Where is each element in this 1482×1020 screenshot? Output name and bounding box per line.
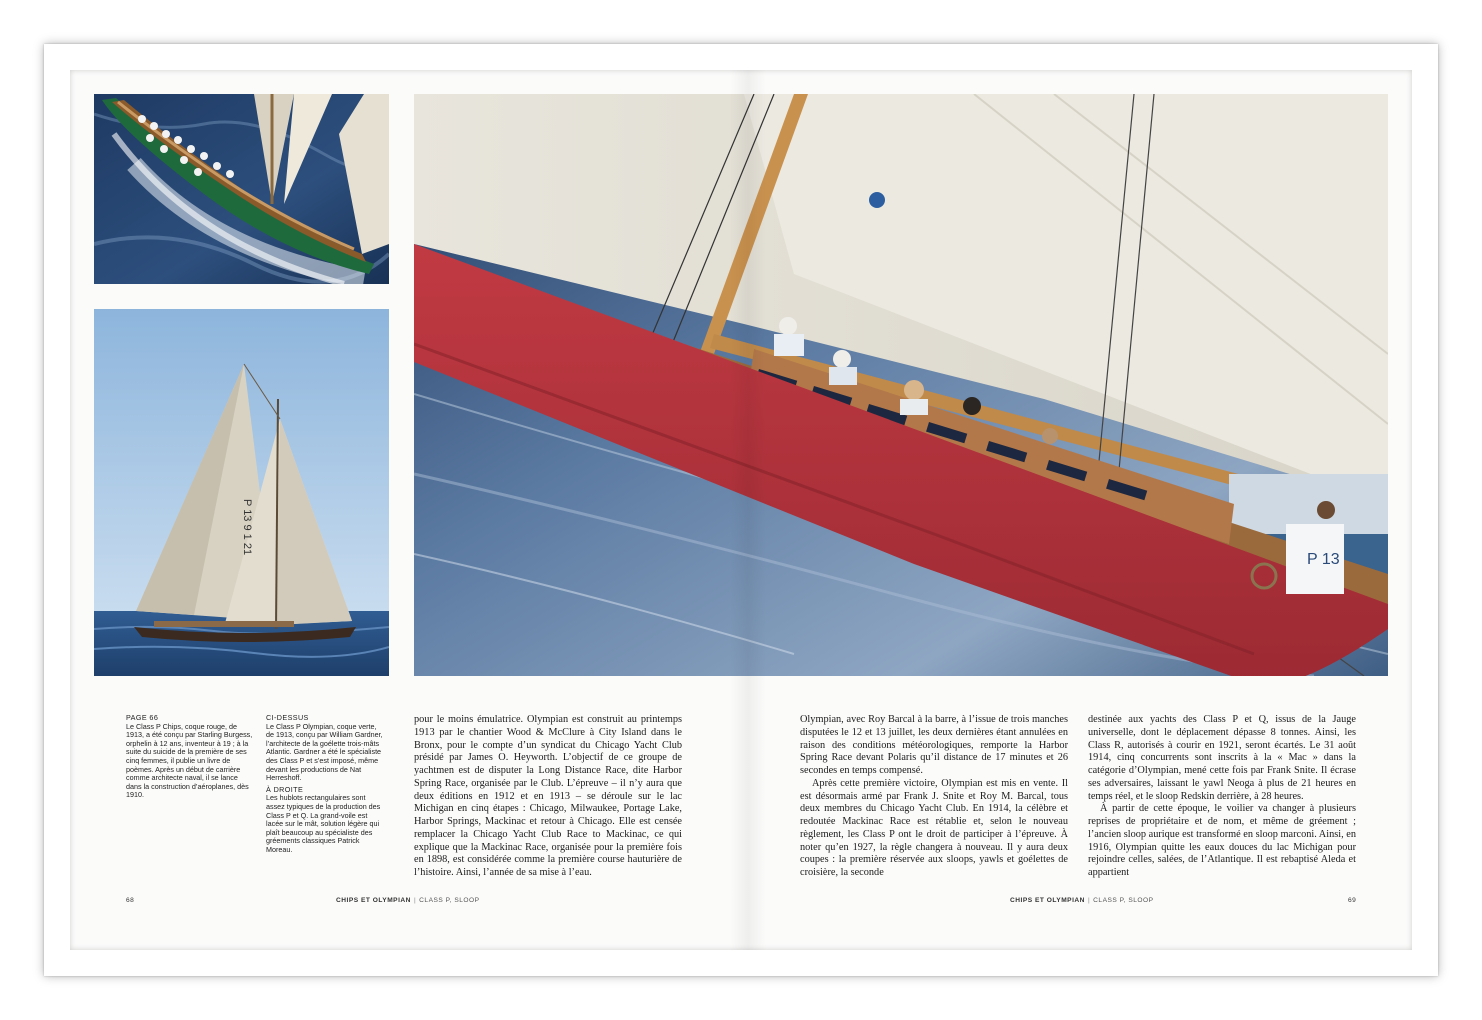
caption-text: Le Class P Chips, coque rouge, de 1913, a été conçu par Starling Burgess, orphelin à 12 ans, inventeur à 19 ; à la suite du suicide de la première de ses cinq femmes, il publie un livre de poèmes. Après un début de carrière comme architecte naval, il se lance dans la construction d’aéroplanes, dès 1910. — [126, 721, 253, 800]
photo-chips-sailing — [94, 309, 389, 676]
magazine-spread — [70, 70, 1412, 950]
body-paragraph: destinée aux yachts des Class P et Q, issus de la Jauge universelle, dont le déplacement dépasse 8 tonnes. Ainsi, les Class R, autorisés à courir en 1921, seront écartés. Le 31 août 1914, cinq concurrents sont inscrits à la « Mac » dans la catégorie d’Olympian, mené cette fois par Frank Snite. Il écrase ses adversaires, laissant le yawl Neoga à plus de 21 heures en temps réel, et le sloop Redskin derrière, à 28 heures. — [1088, 714, 1356, 802]
body-paragraph: pour le moins émulatrice. Olympian est construit au printemps 1913 par le chantier Wood & McClure à City Island dans le Bronx, pour le compte d’un syndicat du Chicago Yacht Club présidé par James O. Heyworth. L’objectif de ce groupe de yachtmen est de disputer la Long Distance Race, dite Harbor Spring Race, organisée par le Club. L’épreuve – il n’y aura que deux éditions en 1912 et en 1913 – se déroule sur le lac Michigan en cinq étapes : Chicago, Milwaukee, Portage Lake, Harbor Springs, Mackinac et retour à Chicago. Elle est censée remplacer la Chicago Yacht Club Race to Mackinac, ce qui explique que la Mackinac Race, organisée pour la première fois en 1898, est considérée comme la première course hauturière de l’histoire. Ainsi, l’année de sa mise à l’eau. — [414, 714, 682, 878]
caption-chips — [126, 714, 254, 800]
caption-text: Le Class P Olympian, coque verte, de 1913, conçu par William Gardner, l’architecte de la goélette trois-mâts Atlantic. Gardner a été le spécialiste des Class P et s’est imposé, même devant les productions de Nat Herreshoff. — [266, 721, 383, 783]
caption-label: PAGE 66 — [126, 713, 159, 722]
caption-olympian — [266, 714, 384, 855]
body-paragraph: Olympian, avec Roy Barcal à la barre, à l’issue de trois manches disputées le 12 et 13 juillet, les deux dernières étant annulées en raison des conditions météorologiques, remporte la Harbor Spring Race devant Polaris qu’il distance de 17 minutes et 26 secondes en temps compensé. — [800, 714, 1068, 776]
sloop-sailing-image — [94, 309, 389, 676]
running-subtitle: CLASS P, SLOOP — [1093, 897, 1154, 904]
body-column-2 — [800, 714, 1068, 880]
sail-number-mark: P 13 9 1 21 — [241, 499, 253, 556]
caption-text-2: Les hublots rectangulaires sont assez typiques de la production des Class P et Q. La grand-voile est lacée sur le mât, solution légère qui plaît beaucoup au spécialiste des gréements classiques Patrick Moreau. — [266, 793, 381, 854]
photo-chips-deck — [414, 94, 1388, 676]
body-column-1 — [414, 714, 682, 880]
body-column-3 — [1088, 714, 1356, 880]
caption-label: CI-DESSUS — [266, 713, 309, 722]
print-frame — [44, 44, 1438, 976]
red-hull-image — [414, 94, 1388, 676]
shirt-mark: P 13 — [1307, 551, 1340, 568]
photo-olympian-aerial — [94, 94, 389, 284]
running-title: CHIPS ET OLYMPIAN — [336, 897, 411, 904]
running-header-left: CHIPS ET OLYMPIAN | CLASS P, SLOOP — [336, 897, 480, 904]
running-title: CHIPS ET OLYMPIAN — [1010, 897, 1085, 904]
sail-badge — [869, 192, 885, 208]
running-header-right: CHIPS ET OLYMPIAN | CLASS P, SLOOP — [1010, 897, 1154, 904]
body-paragraph: À partir de cette époque, le voilier va changer à plusieurs reprises de propriétaire et de nom, et même de gréement ; l’ancien sloop aurique est transformé en sloop marconi. Ainsi, en 1916, Olympian quitte les eaux douces du lac Michigan pour rejoindre celles, salées, de l’Atlantique. Il est rebaptisé Aleda et appartient — [1088, 803, 1356, 878]
aerial-yacht-image — [94, 94, 389, 284]
caption-label-2: À DROITE — [266, 784, 304, 794]
page-number-right: 69 — [1348, 897, 1357, 904]
body-paragraph: Après cette première victoire, Olympian est mis en vente. Il est désormais armé par Frank J. Snite et Roy M. Barcal, tous deux membres du Chicago Yacht Club. En 1914, la célèbre et redoutée Mackinac Race est rétablie et, selon le nouveau règlement, les Class P ont le droit de participer à l’épreuve. À noter qu’en 1927, la règle changera à nouveau. Il y aura deux coupes : la première réservée aux sloops, yawls et goélettes de croisière, la seconde — [800, 777, 1068, 878]
page-number-left: 68 — [126, 897, 135, 904]
running-subtitle: CLASS P, SLOOP — [419, 897, 480, 904]
